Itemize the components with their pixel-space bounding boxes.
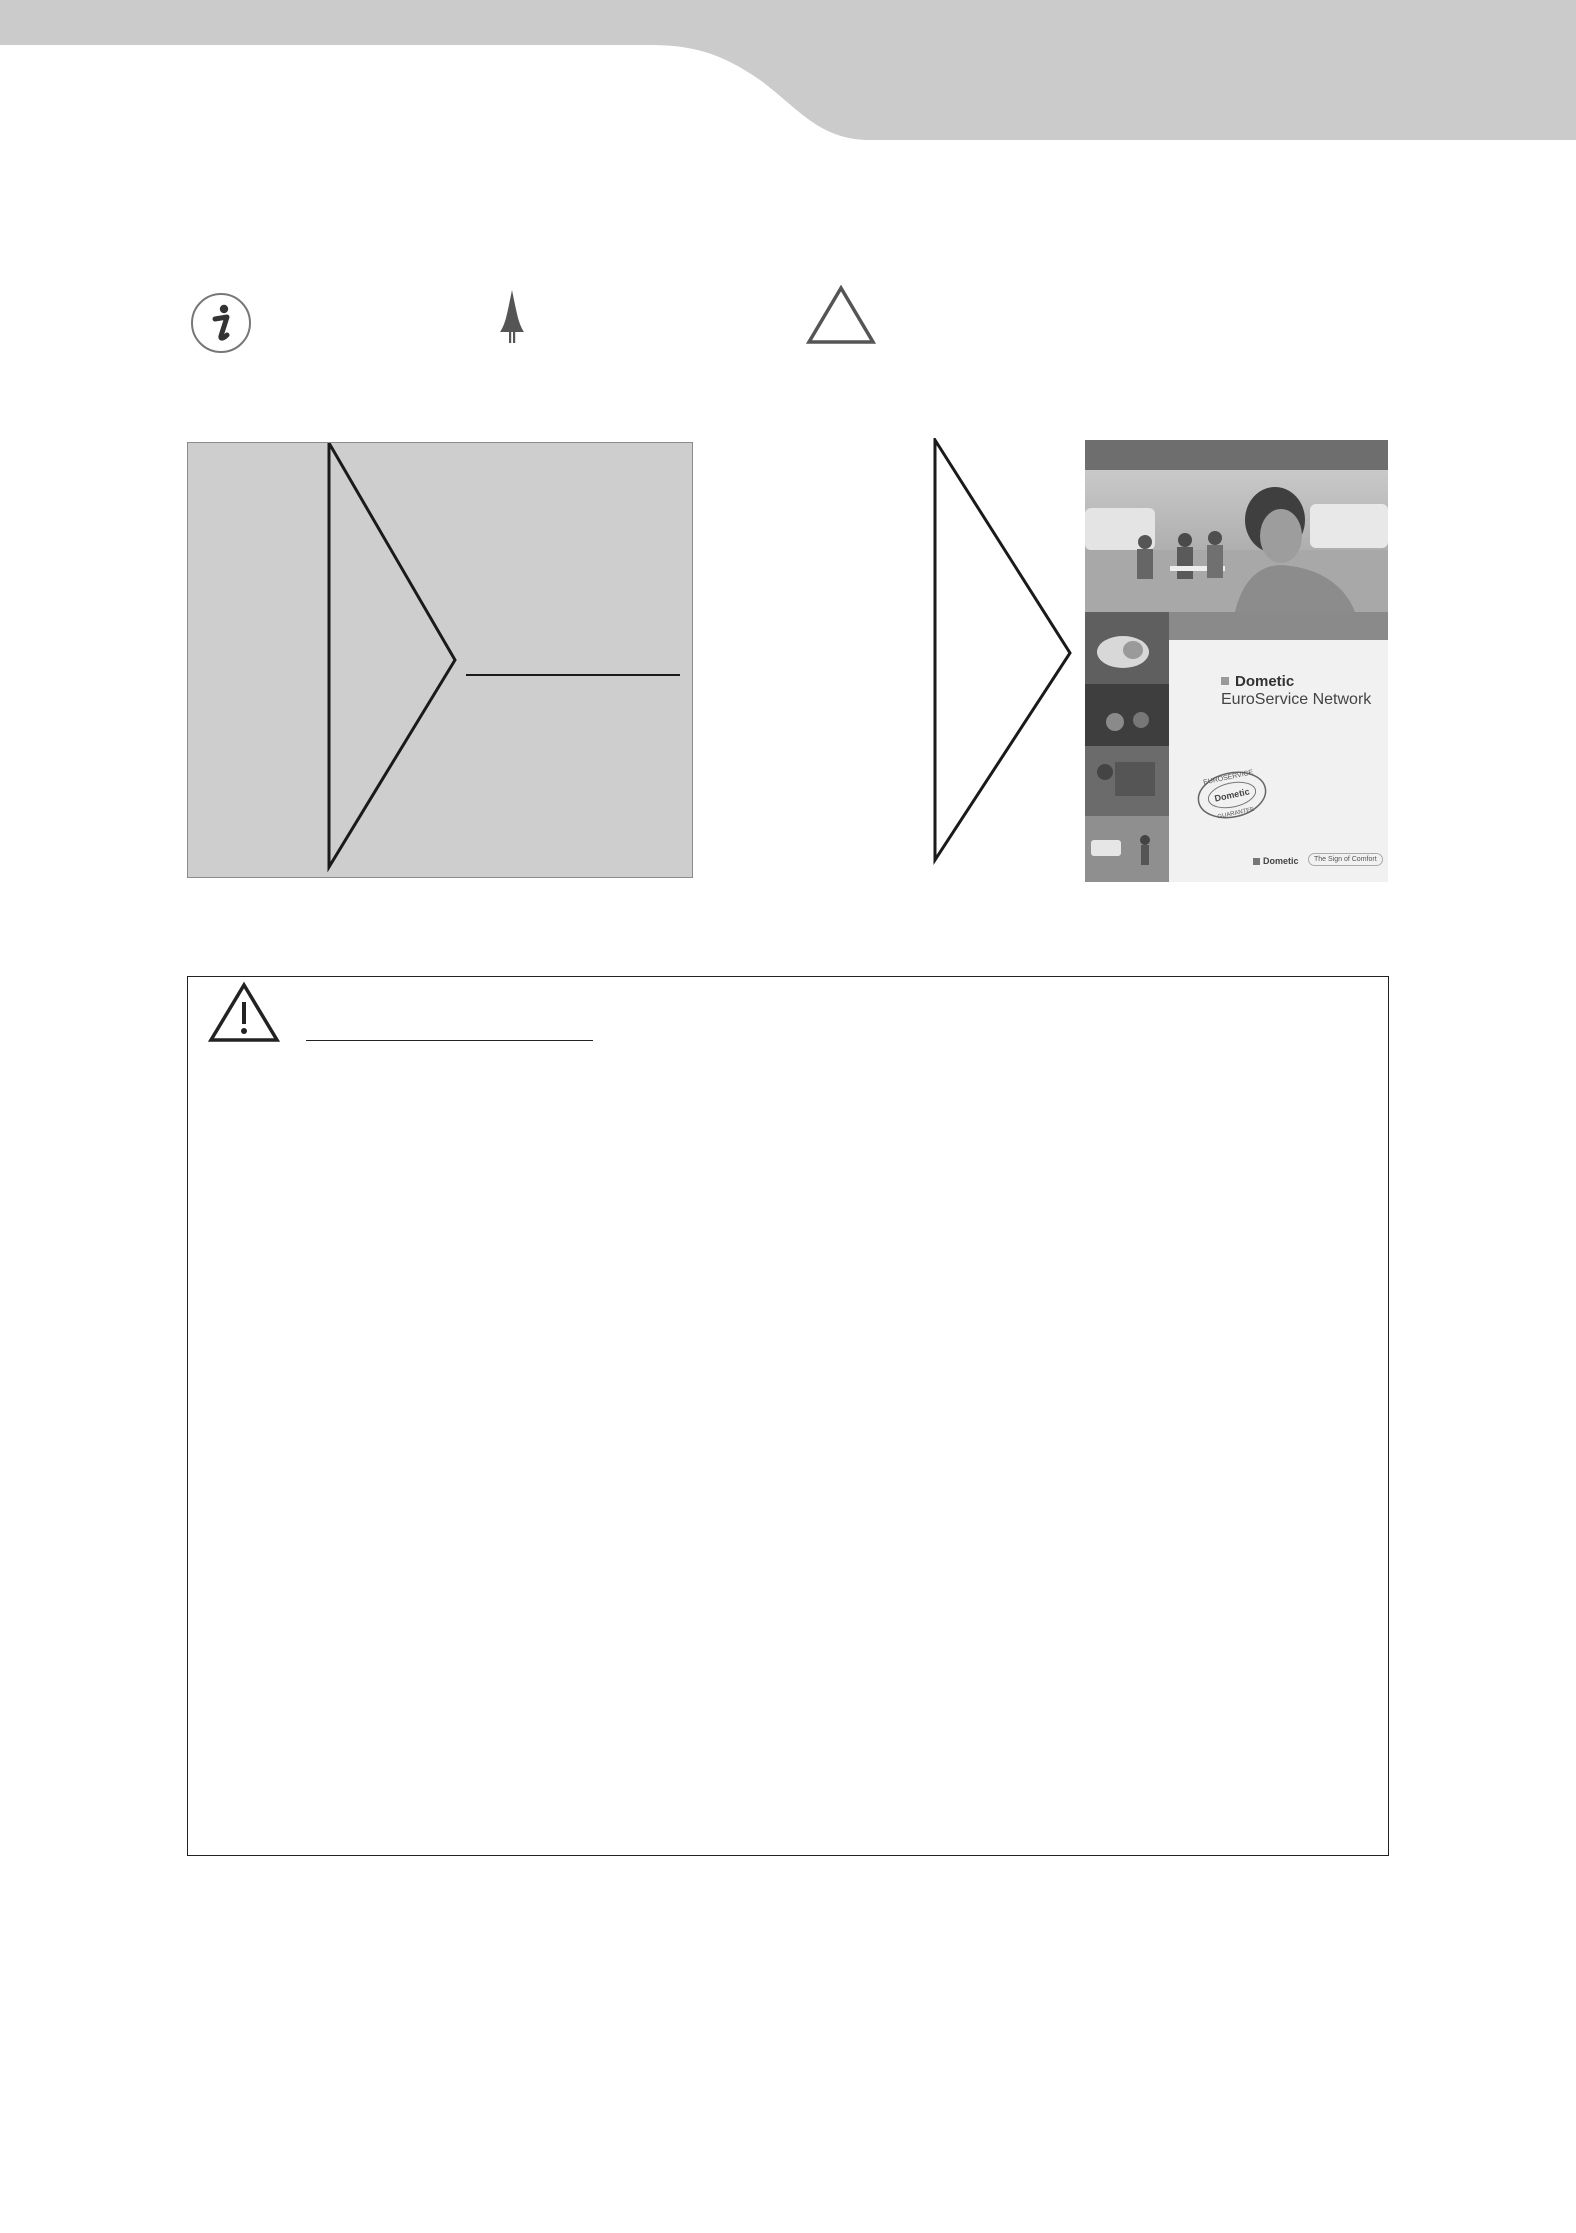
lifestyle-photos-strip <box>1085 612 1169 882</box>
svg-text:GUARANTEE: GUARANTEE <box>1217 806 1255 821</box>
svg-text:Dometic: Dometic <box>1213 786 1251 804</box>
caution-triangle-icon <box>806 284 876 346</box>
brochure-footer-brand: Dometic <box>1253 856 1299 866</box>
svg-text:EUROSERVICE: EUROSERVICE <box>1202 769 1254 787</box>
warning-heading-underline <box>306 1040 593 1041</box>
triangle-arrow-icon <box>188 443 694 879</box>
warning-exclamation-icon <box>207 980 281 1051</box>
brochure-cover-image <box>1085 440 1388 882</box>
campsite-photo <box>1085 470 1388 612</box>
brochure-title-text: EuroService Network <box>1221 691 1372 708</box>
euroservice-seal-logo <box>1194 768 1270 822</box>
tree-icon <box>497 288 527 344</box>
brochure-footer-tagline: The Sign of Comfort <box>1308 853 1383 866</box>
gray-panel <box>187 442 693 878</box>
triangle-arrow-icon <box>930 438 1075 868</box>
header-band <box>0 0 1576 145</box>
brochure-gray-bar <box>1169 612 1388 640</box>
warning-box <box>187 976 1389 1856</box>
header-band-shape <box>0 0 1576 140</box>
brochure-brand-text: Dometic <box>1221 673 1294 690</box>
info-icon <box>190 292 252 354</box>
brochure-top-strip <box>1085 440 1388 470</box>
